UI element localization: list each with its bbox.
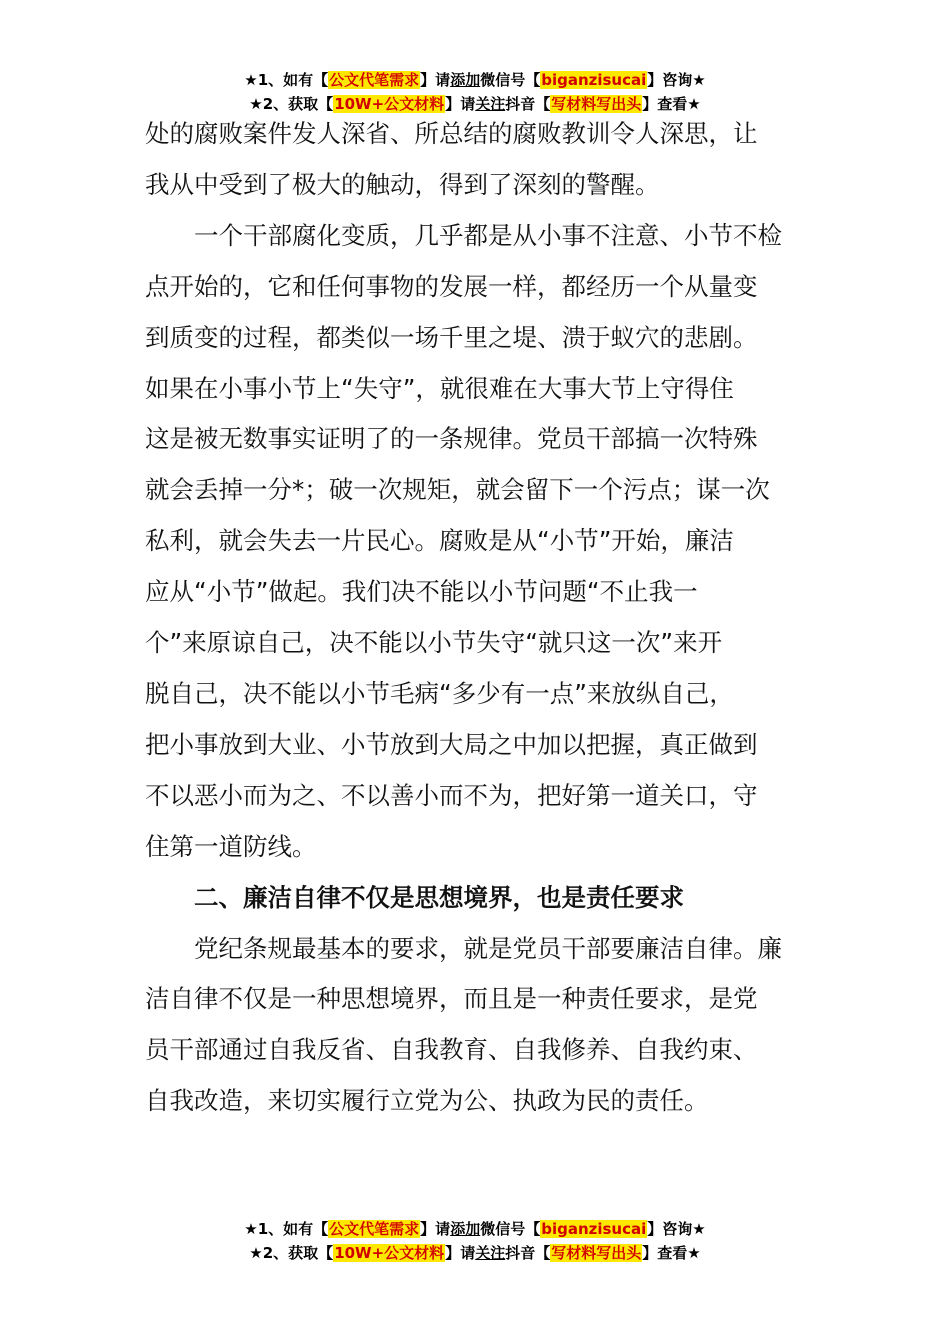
banner-highlight: biganzisucai [541,71,647,89]
document-body [145,109,810,1127]
text-line: 把小事放到大业、小节放到大局之中加以把握，真正做到 [145,729,758,759]
section-heading: 二、廉洁自律不仅是思想境界，也是责任要求 [145,882,684,912]
text-line: 洁自律不仅是一种思想境界，而且是一种责任要求，是党 [145,984,758,1014]
text-line: 就会丢掉一分*；破一次规矩，就会留下一个污点；谋一次 [145,475,770,505]
text-line: 如果在小事小节上“失守”，就很难在大事大节上守得住 [145,373,734,403]
banner-text: 】请 [420,1220,451,1238]
banner-text: 抖音【 [505,1244,551,1262]
banner-highlight: 写材料写出头 [551,1244,642,1262]
banner-underline: 关注 [475,1244,506,1262]
text-line: 应从“小节”做起。我们决不能以小节问题“不止我一 [145,577,698,607]
banner-text: 】查看★ [642,1244,701,1262]
text-line: 党纪条规最基本的要求，就是党员干部要廉洁自律。廉 [145,933,782,963]
banner-highlight: 10W+公文材料 [334,1244,445,1262]
banner-underline: 添加 [450,71,481,89]
text-line: 住第一道防线。 [145,831,317,861]
text-line: 我从中受到了极大的触动，得到了深刻的警醒。 [145,169,660,199]
banner-highlight: 公文代笔需求 [329,1220,420,1238]
text-line: 一个干部腐化变质，几乎都是从小事不注意、小节不检 [145,220,782,250]
text-line: 脱自己，决不能以小节毛病“多少有一点”来放纵自己， [145,678,734,708]
text-line: 到质变的过程，都类似一场千里之堤、溃于蚁穴的悲剧。 [145,322,758,352]
banner-text: 抖音【 [505,95,551,113]
banner-text: ★1、如有【 [244,1220,329,1238]
banner-text: ★2、获取【 [249,95,334,113]
banner-underline: 关注 [475,95,506,113]
banner-text: 】请 [445,95,476,113]
footer-banner [0,1217,950,1265]
banner-highlight: 公文代笔需求 [329,71,420,89]
banner-text: 】请 [420,71,451,89]
banner-line-2 [0,1241,950,1265]
banner-highlight: 写材料写出头 [551,95,642,113]
banner-text: 微信号【 [480,71,541,89]
text-line: 员干部通过自我反省、自我教育、自我修养、自我约束、 [145,1035,758,1065]
banner-line-1 [0,1217,950,1241]
banner-text: 】咨询★ [647,1220,706,1238]
banner-line-1 [0,68,950,92]
text-line: 点开始的，它和任何事物的发展一样，都经历一个从量变 [145,271,758,301]
banner-highlight: 10W+公文材料 [334,95,445,113]
banner-underline: 添加 [450,1220,481,1238]
text-line: 不以恶小而为之、不以善小而不为，把好第一道关口，守 [145,780,758,810]
banner-text: 】咨询★ [647,71,706,89]
text-line: 处的腐败案件发人深省、所总结的腐败教训令人深思，让 [145,119,758,148]
text-line: 个”来原谅自己，决不能以小节失守“就只这一次”来开 [145,628,723,658]
text-line: 自我改造，来切实履行立党为公、执政为民的责任。 [145,1086,709,1116]
banner-text: 微信号【 [480,1220,541,1238]
banner-text: 】查看★ [642,95,701,113]
text-line: 私利，就会失去一片民心。腐败是从“小节”开始，廉洁 [145,526,734,556]
banner-text: ★2、获取【 [249,1244,334,1262]
banner-highlight: biganzisucai [541,1220,647,1238]
text-line: 这是被无数事实证明了的一条规律。党员干部搞一次特殊 [145,424,758,454]
banner-text: ★1、如有【 [244,71,329,89]
banner-text: 】请 [445,1244,476,1262]
